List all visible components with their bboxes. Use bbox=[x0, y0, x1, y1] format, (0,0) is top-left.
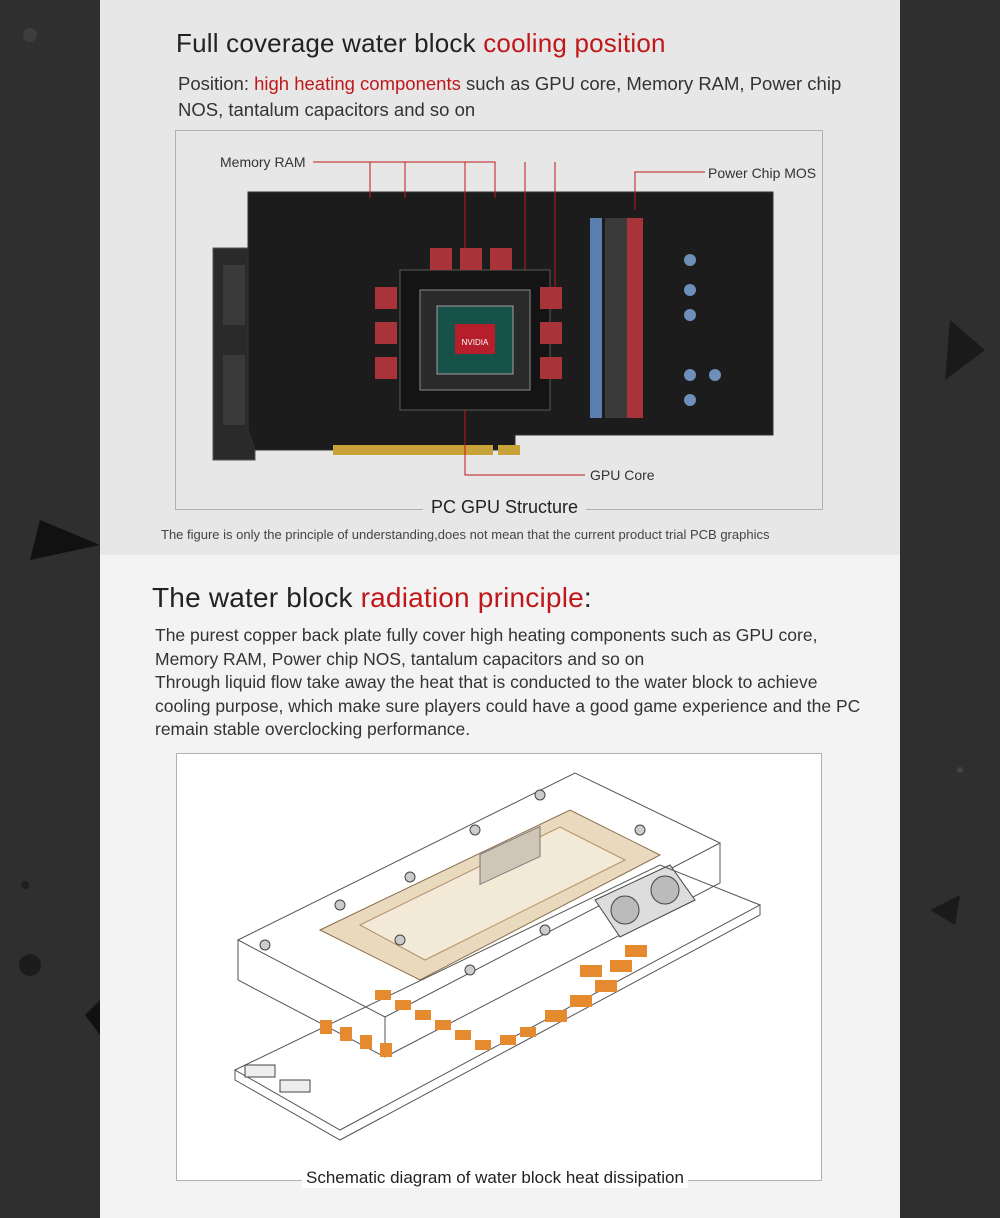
gpu-structure-caption: PC GPU Structure bbox=[423, 497, 586, 518]
body-line: remain stable overclocking performance. bbox=[155, 719, 471, 739]
section1-title: Full coverage water block cooling position bbox=[176, 28, 666, 58]
callout-power-chip: Power Chip MOS bbox=[708, 165, 817, 181]
gpu-brand-label: NVIDIA bbox=[461, 338, 489, 347]
power-mos-chips bbox=[590, 218, 643, 418]
gpu-pcb-illustration bbox=[195, 150, 815, 480]
body-line: cooling purpose, which make sure players could have a good game experience and the PC bbox=[155, 695, 861, 716]
body-line: The purest copper back plate fully cover high heating components such as GPU core, bbox=[155, 625, 818, 645]
body-line: Through liquid flow take away the heat that is conducted to the water block to achieve bbox=[155, 672, 818, 692]
body-line: Memory RAM, Power chip NOS, tantalum capacitors and so on bbox=[155, 648, 645, 669]
section2-title: The water block radiation principle: bbox=[152, 582, 592, 613]
water-block-schematic bbox=[200, 765, 800, 1160]
section1-position-text: Position: high heating components such as GPU core, Memory RAM, Power chip NOS, tantalum capacitors and so on bbox=[178, 73, 842, 120]
thermal-pads bbox=[320, 945, 647, 1057]
section2-body bbox=[155, 624, 860, 742]
callout-gpu-core: GPU Core bbox=[590, 467, 655, 483]
schematic-caption: Schematic diagram of water block heat dissipation bbox=[302, 1168, 688, 1188]
disclaimer-note: The figure is only the principle of understanding,does not mean that the current product trial PCB graphics bbox=[161, 527, 770, 542]
callout-memory-ram: Memory RAM bbox=[220, 154, 306, 170]
